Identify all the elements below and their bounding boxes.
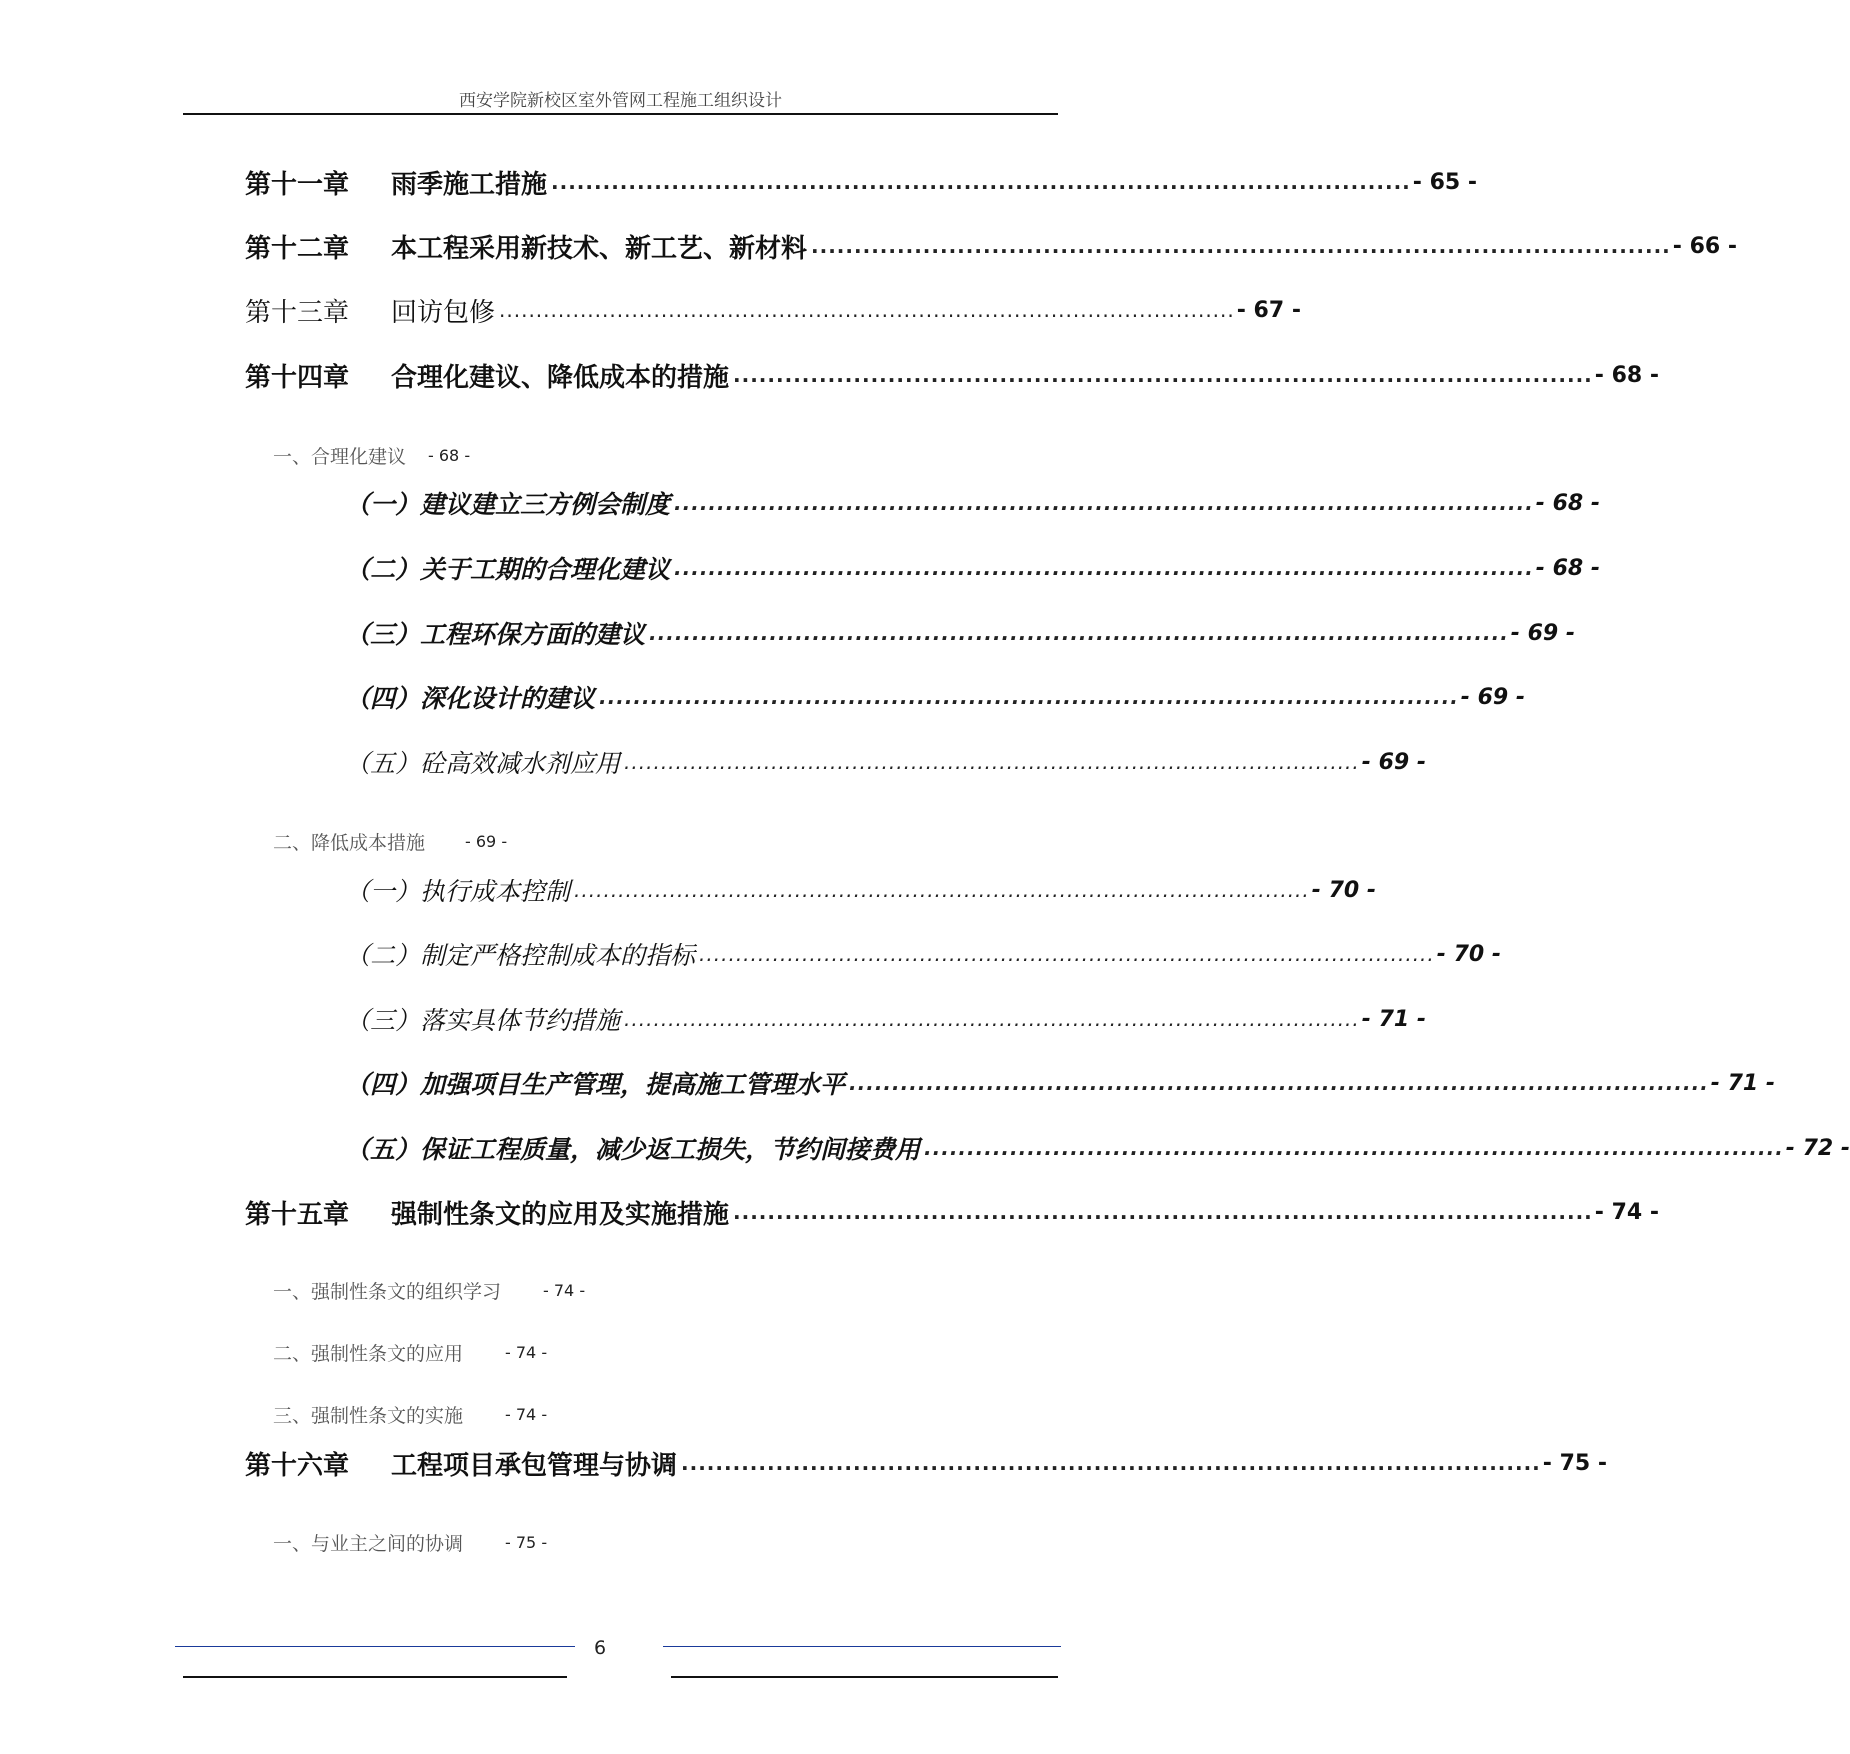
toc-subsection[interactable] <box>345 934 1501 974</box>
leader-dots: .................................................................................................... <box>699 942 1435 966</box>
leader-dots: .................................................................................................... <box>924 1136 1784 1160</box>
section-title: 一、与业主之间的协调 <box>273 1532 464 1555</box>
page-ref: - 66 - <box>1672 233 1737 259</box>
leader-dots: .................................................................................................... <box>733 363 1593 387</box>
page-ref: - 69 - <box>1361 749 1426 775</box>
section-title: 一、合理化建议 <box>273 445 407 468</box>
footer-line-left <box>175 1646 575 1647</box>
subsection-index: （三） <box>345 620 421 649</box>
footer-rule-right <box>671 1676 1058 1678</box>
leader-dots: .................................................................................................... <box>624 750 1360 774</box>
leader-dots: .................................................................................................... <box>599 685 1459 709</box>
page-ref: - 71 - <box>1710 1070 1775 1096</box>
subsection-title: 深化设计的建议 <box>420 684 596 713</box>
section-title: 三、强制性条文的实施 <box>273 1404 464 1427</box>
page-ref: - 67 - <box>1236 297 1301 323</box>
leader-dots: .................................................................................................... <box>674 491 1534 515</box>
toc-subsection[interactable] <box>345 1128 1850 1168</box>
page-ref: - 68 - <box>1535 555 1600 581</box>
chapter-number: 第十二章 <box>245 233 350 264</box>
subsection-title: 落实具体节约措施 <box>420 1006 621 1035</box>
chapter-number: 第十三章 <box>245 297 350 328</box>
section-title: 二、降低成本措施 <box>273 831 426 854</box>
page-ref: - 74 - <box>505 1342 548 1362</box>
toc-subsection[interactable] <box>345 483 1600 523</box>
subsection-index: （二） <box>345 555 421 584</box>
leader-dots: .................................................................................................... <box>674 556 1534 580</box>
subsection-index: （一） <box>345 490 421 519</box>
page-ref: - 74 - <box>543 1280 586 1300</box>
page-ref: - 75 - <box>1542 1450 1607 1476</box>
page-ref: - 70 - <box>1436 941 1501 967</box>
subsection-index: （四） <box>345 684 421 713</box>
chapter-number: 第十一章 <box>245 169 350 200</box>
leader-dots: .................................................................................................... <box>499 298 1235 322</box>
subsection-title: 执行成本控制 <box>420 877 571 906</box>
leader-dots: .................................................................................................... <box>624 1007 1360 1031</box>
page-ref: - 65 - <box>1412 169 1477 195</box>
toc-section[interactable] <box>273 1527 547 1557</box>
subsection-title: 加强项目生产管理，提高施工管理水平 <box>420 1070 846 1099</box>
page-ref: - 75 - <box>505 1532 548 1552</box>
subsection-title: 建议建立三方例会制度 <box>420 490 671 519</box>
subsection-title: 关于工期的合理化建议 <box>420 555 671 584</box>
header-rule <box>183 113 1058 115</box>
page-ref: - 69 - <box>1460 684 1525 710</box>
toc-subsection[interactable] <box>345 742 1426 782</box>
leader-dots: .................................................................................................... <box>811 234 1671 258</box>
toc-subsection[interactable] <box>345 613 1575 653</box>
toc-section[interactable] <box>273 1275 585 1305</box>
page-ref: - 70 - <box>1311 877 1376 903</box>
toc-chapter-14[interactable] <box>245 355 1659 395</box>
footer-rule-left <box>183 1676 567 1678</box>
chapter-title: 强制性条文的应用及实施措施 <box>391 1199 730 1230</box>
toc-subsection[interactable] <box>345 870 1376 910</box>
page-ref: - 68 - <box>1594 362 1659 388</box>
subsection-title: 制定严格控制成本的指标 <box>420 941 696 970</box>
subsection-title: 砼高效减水剂应用 <box>420 749 621 778</box>
section-title: 一、强制性条文的组织学习 <box>273 1280 502 1303</box>
page-ref: - 68 - <box>1535 490 1600 516</box>
leader-dots: .................................................................................................... <box>681 1451 1541 1475</box>
page-ref: - 69 - <box>465 831 508 851</box>
subsection-index: （三） <box>345 1006 421 1035</box>
chapter-number: 第十五章 <box>245 1199 350 1230</box>
subsection-index: （四） <box>345 1070 421 1099</box>
leader-dots: .................................................................................................... <box>551 170 1411 194</box>
page-ref: - 69 - <box>1510 620 1575 646</box>
toc-chapter-13[interactable] <box>245 290 1301 330</box>
page-number: 6 <box>593 1637 607 1659</box>
footer-line-right <box>663 1646 1061 1647</box>
leader-dots: .................................................................................................... <box>649 621 1509 645</box>
toc-chapter-15[interactable] <box>245 1192 1659 1232</box>
toc-subsection[interactable] <box>345 548 1600 588</box>
chapter-title: 本工程采用新技术、新工艺、新材料 <box>391 233 808 264</box>
leader-dots: .................................................................................................... <box>733 1200 1593 1224</box>
toc-subsection[interactable] <box>345 999 1426 1039</box>
toc-chapter-12[interactable] <box>245 226 1737 266</box>
chapter-title: 工程项目承包管理与协调 <box>391 1450 678 1481</box>
page-header-title: 西安学院新校区室外管网工程施工组织设计 <box>459 91 782 111</box>
subsection-index: （五） <box>345 749 421 778</box>
toc-section[interactable] <box>273 440 470 470</box>
page-ref: - 74 - <box>505 1404 548 1424</box>
chapter-number: 第十六章 <box>245 1450 350 1481</box>
toc-chapter-16[interactable] <box>245 1443 1607 1483</box>
chapter-title: 雨季施工措施 <box>391 169 548 200</box>
subsection-index: （五） <box>345 1135 421 1164</box>
toc-subsection[interactable] <box>345 1063 1775 1103</box>
page-ref: - 68 - <box>428 445 471 465</box>
toc-subsection[interactable] <box>345 677 1525 717</box>
subsection-title: 保证工程质量，减少返工损失，节约间接费用 <box>420 1135 921 1164</box>
leader-dots: .................................................................................................... <box>574 878 1310 902</box>
toc-section[interactable] <box>273 826 507 856</box>
chapter-title: 合理化建议、降低成本的措施 <box>391 362 730 393</box>
subsection-title: 工程环保方面的建议 <box>420 620 646 649</box>
chapter-title: 回访包修 <box>391 297 496 328</box>
toc-section[interactable] <box>273 1399 547 1429</box>
section-title: 二、强制性条文的应用 <box>273 1342 464 1365</box>
page-ref: - 72 - <box>1785 1135 1850 1161</box>
toc-chapter-11[interactable] <box>245 162 1477 202</box>
page-ref: - 74 - <box>1594 1199 1659 1225</box>
subsection-index: （一） <box>345 877 421 906</box>
page-ref: - 71 - <box>1361 1006 1426 1032</box>
leader-dots: .................................................................................................... <box>849 1071 1709 1095</box>
toc-section[interactable] <box>273 1337 547 1367</box>
chapter-number: 第十四章 <box>245 362 350 393</box>
subsection-index: （二） <box>345 941 421 970</box>
